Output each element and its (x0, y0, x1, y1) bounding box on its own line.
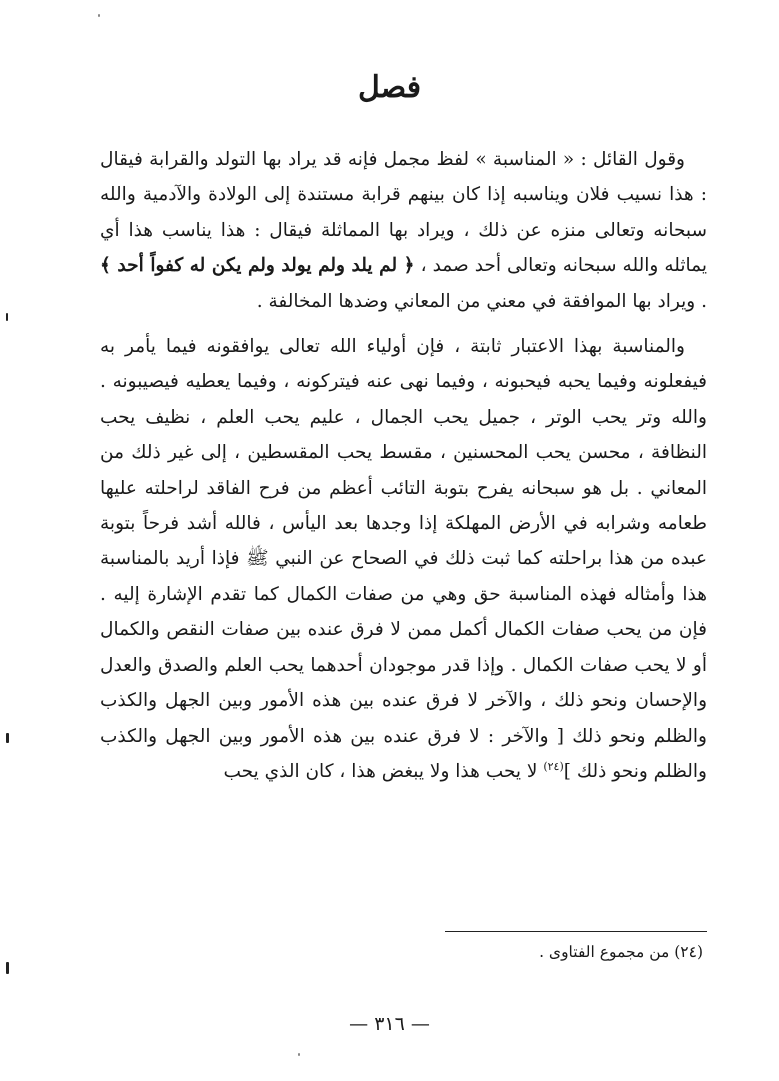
quran-quote: ﴿ لم يلد ولم يولد ولم يكن له كفواً أحد ﴾ (100, 255, 415, 277)
section-heading: فصل (357, 70, 422, 105)
margin-mark-left-upper (6, 313, 8, 321)
paragraph-1-tail: . ويراد بها الموافقة في معني من المعاني وضدها المخالفة . (256, 290, 707, 312)
margin-dot-bottom (298, 1053, 300, 1056)
footnote-divider (445, 931, 707, 932)
footnote-reference: (٢٤) (543, 759, 564, 773)
paragraph-1 (100, 142, 707, 319)
paragraph-1-text: وقول القائل : « المناسبة » لفظ مجمل فإنه قد يراد بها التولد والقرابة فيقال : هذا نسيب فلان ويناسبه إذا كان بينهم قرابة مستندة إلى الولادة والآدمية والله سبحانه وتعالى منزه عن ذلك ، ويراد بها المماثلة فيقال : هذا يناسب هذا أي يماثله والله سبحانه وتعالى أحد صمد ، (100, 149, 707, 277)
margin-dot-top (98, 14, 100, 17)
paragraph-2-tail: لا يحب هذا ولا يبغض هذا ، كان الذي يحب (223, 760, 544, 782)
margin-mark-left-lower (6, 962, 9, 974)
margin-mark-left-middle (6, 733, 9, 743)
footnote: (٢٤) من مجموع الفتاوى . (539, 943, 703, 961)
page-number: — ٣١٦ — (349, 1013, 430, 1035)
paragraph-2-text: والمناسبة بهذا الاعتبار ثابتة ، فإن أولياء الله تعالى يوافقونه فيما يأمر به فيفعلونه وفيما يحبه فيحبونه ، وفيما نهى عنه فيتركونه ، وفيما يعطيه فيصيبونه . والله وتر يحب الوتر ، جميل يحب الجمال ، عليم يحب العلم ، نظيف يحب النظافة ، محسن يحب المحسنين ، مقسط يحب المقسطين ، إلى غير ذلك من المعاني . بل هو سبحانه يفرح بتوبة التائب أعظم من فرح الفاقد لراحلته عليها طعامه وشرابه في الأرض المهلكة إذا وجدها بعد اليأس ، فالله أشد فرحاً بتوبة عبده من هذا براحلته كما ثبت ذلك في الصحاح عن النبي ﷺ فإذا أريد بالمناسبة هذا وأمثاله فهذه المناسبة حق وهي من صفات الكمال كما تقدم الإشارة إليه . فإن من يحب صفات الكمال أكمل ممن لا فرق عنده بين صفات النقص والكمال أو لا يحب صفات الكمال . وإذا قدر موجودان أحدهما يحب العلم والصدق والعدل والإحسان ونحو ذلك ، والآخر لا فرق عنده بين هذه الأمور وبين الجهل والكذب والظلم ونحو ذلك [ والآخر : لا فرق عنده بين هذه الأمور وبين الجهل والكذب والظلم ونحو ذلك ] (100, 336, 707, 782)
body-text (100, 142, 707, 789)
paragraph-2 (100, 329, 707, 789)
